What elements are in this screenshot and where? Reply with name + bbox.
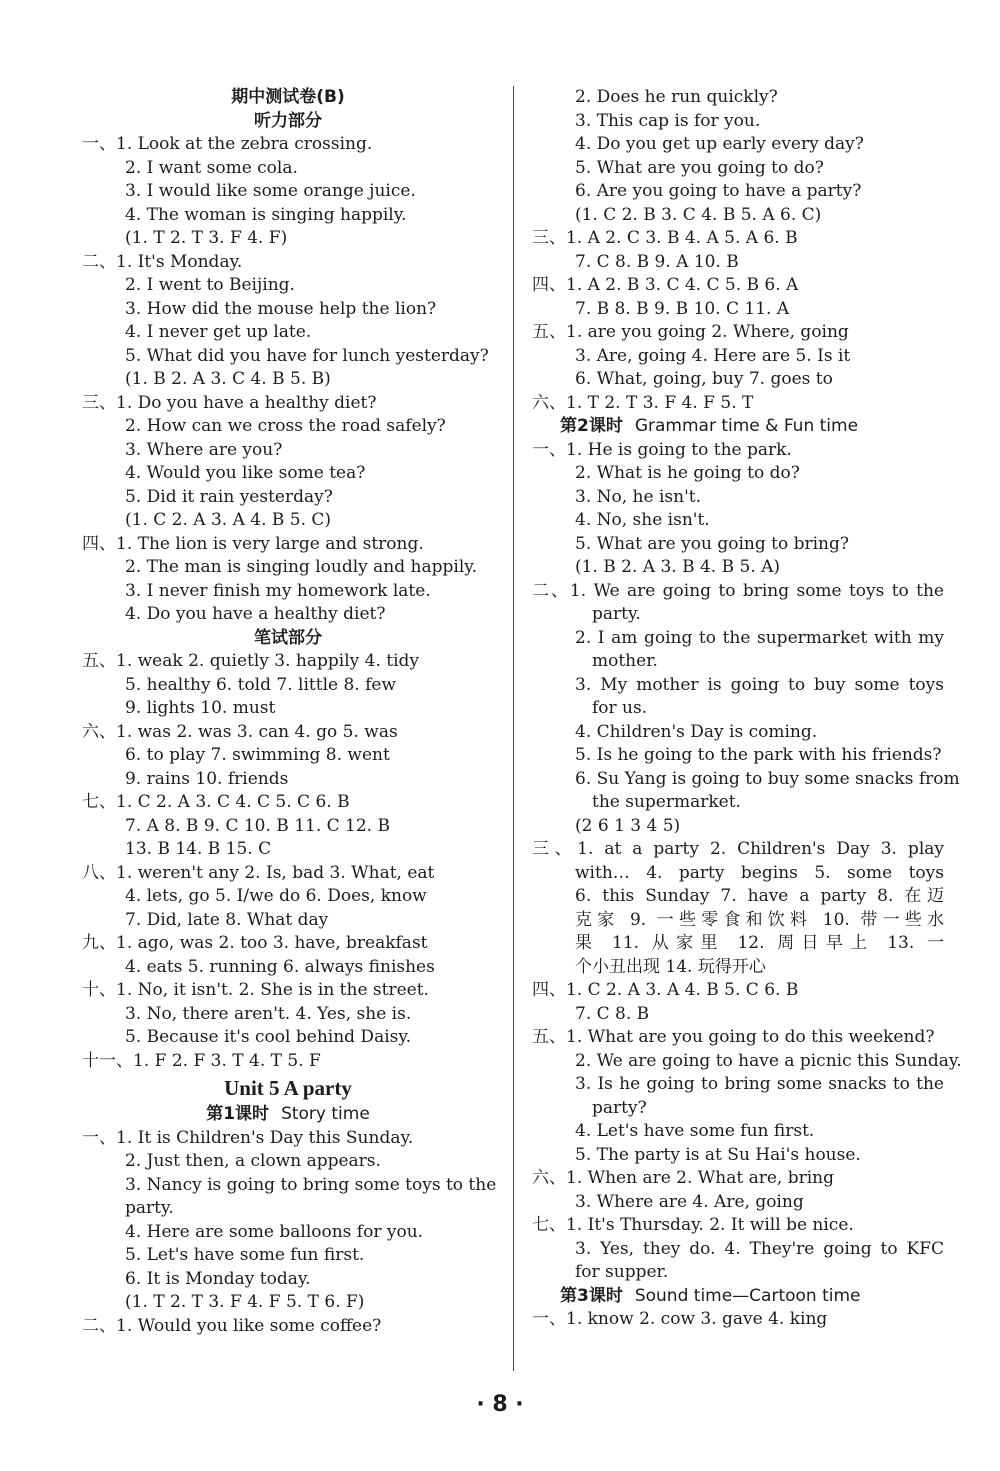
answer-line: 3. No, he isn't. — [575, 486, 701, 507]
answer-line: 9. lights 10. must — [125, 698, 276, 718]
answer-line: 5. healthy 6. told 7. little 8. few — [125, 674, 396, 695]
answer-line: 4. Do you get up early every day? — [575, 134, 864, 154]
answer-line: 六、1. was 2. was 3. can 4. go 5. was — [82, 721, 398, 742]
answer-line: 一、1. It is Children's Day this Sunday. — [82, 1127, 414, 1148]
answer-line: 7. B 8. B 9. B 10. C 11. A — [575, 298, 790, 319]
answer-line: 3. Where are 4. Are, going — [575, 1191, 804, 1212]
answer-line: 2. I am going to the supermarket with my — [575, 627, 944, 648]
answer-line: 五、1. are you going 2. Where, going — [532, 322, 849, 342]
answer-line: 4. Children's Day is coming. — [575, 721, 818, 742]
answer-line: 果 11. 从家里 12. 周日早上 13. 一 — [575, 933, 944, 953]
answer-line: 3. No, there aren't. 4. Yes, she is. — [125, 1003, 412, 1024]
answer-line: 3. My mother is going to buy some toys — [575, 674, 944, 695]
answer-line: 五、1. weak 2. quietly 3. happily 4. tidy — [82, 651, 420, 671]
answer-line: 5. What are you going to bring? — [575, 533, 849, 554]
answer-line: 6. this Sunday 7. have a party 8. 在迈 — [575, 886, 944, 906]
answer-line: 个小丑出现 14. 玩得开心 — [575, 956, 766, 977]
answer-line: 4. Do you have a healthy diet? — [125, 604, 386, 624]
answer-line: 2. We are going to have a picnic this Sunday. — [575, 1050, 962, 1071]
answer-line: 二、1. We are going to bring some toys to the — [532, 580, 944, 601]
answer-line: 二、1. It's Monday. — [82, 251, 243, 272]
column-divider — [513, 86, 514, 1371]
answer-line: 八、1. weren't any 2. Is, bad 3. What, eat — [82, 862, 435, 883]
lesson-number: 第1课时 — [206, 1104, 270, 1124]
answer-line: 5. Let's have some fun first. — [125, 1245, 365, 1265]
answer-key: (1. C 2. A 3. A 4. B 5. C) — [125, 510, 332, 530]
answer-key: (1. B 2. A 3. B 4. B 5. A) — [575, 557, 781, 577]
answer-line: 二、1. Would you like some coffee? — [82, 1315, 382, 1336]
answer-line: 2. Does he run quickly? — [575, 87, 778, 107]
answer-line: 4. The woman is singing happily. — [125, 204, 407, 225]
answer-line: for supper. — [575, 1262, 669, 1282]
answer-line: 2. What is he going to do? — [575, 463, 800, 483]
answer-line: 五、1. What are you going to do this weekend? — [532, 1027, 935, 1047]
lesson-heading — [532, 1285, 944, 1309]
answer-line: 4. Here are some balloons for you. — [125, 1221, 424, 1242]
answer-line: 5. Is he going to the park with his friends? — [575, 745, 942, 765]
exam-title: 期中测试卷(B) — [231, 87, 345, 107]
answer-line: 13. B 14. B 15. C — [125, 839, 272, 859]
answer-line: for us. — [592, 698, 648, 718]
answer-line: 4. No, she isn't. — [575, 510, 710, 530]
answer-key: (1. B 2. A 3. C 4. B 5. B) — [125, 369, 331, 389]
answer-line: 3. I never finish my homework late. — [125, 580, 431, 601]
answer-line: 十、1. No, it isn't. 2. She is in the street. — [82, 980, 429, 1000]
answer-line: 3. Are, going 4. Here are 5. Is it — [575, 345, 851, 366]
answer-line: 十一、1. F 2. F 3. T 4. T 5. F — [82, 1050, 321, 1071]
answer-line: 2. The man is singing loudly and happily. — [125, 557, 478, 577]
lesson-number: 第3课时 — [560, 1285, 623, 1306]
answer-line: 一、1. know 2. cow 3. gave 4. king — [532, 1309, 828, 1329]
lesson-name: Grammar time & Fun time — [634, 416, 859, 436]
answer-line: 七、1. It's Thursday. 2. It will be nice. — [532, 1215, 854, 1235]
answer-line: 四、1. A 2. B 3. C 4. C 5. B 6. A — [532, 275, 799, 295]
answer-line: the supermarket. — [592, 792, 741, 812]
answer-line: 7. Did, late 8. What day — [125, 909, 329, 930]
answer-line: party. — [592, 604, 641, 624]
answer-line: 6. It is Monday today. — [125, 1268, 311, 1289]
lesson-number: 第2课时 — [560, 416, 623, 436]
section-heading-listening: 听力部分 — [254, 110, 322, 131]
answer-line: 6. Are you going to have a party? — [575, 181, 862, 201]
answer-line: 6. to play 7. swimming 8. went — [125, 745, 390, 765]
answer-line: 7. C 8. B 9. A 10. B — [575, 251, 739, 272]
answer-line: 5. Did it rain yesterday? — [125, 486, 333, 507]
lesson-name: Story time — [281, 1104, 370, 1124]
answer-line: 三、1. at a party 2. Children's Day 3. play — [532, 839, 944, 859]
answer-line: 7. A 8. B 9. C 10. B 11. C 12. B — [125, 815, 390, 836]
answer-line: 4. I never get up late. — [125, 322, 312, 342]
answer-line: 5. What are you going to do? — [575, 157, 824, 178]
answer-line: 2. I want some cola. — [125, 157, 298, 178]
answer-line: 七、1. C 2. A 3. C 4. C 5. C 6. B — [82, 792, 350, 812]
answer-line: 九、1. ago, was 2. too 3. have, breakfast — [82, 933, 428, 953]
answer-line: 四、1. C 2. A 3. A 4. B 5. C 6. B — [532, 980, 799, 1000]
answer-line: 3. Where are you? — [125, 439, 283, 460]
answer-line: party? — [592, 1097, 647, 1118]
answer-line: 克家 9. 一些零食和饮料 10. 带一些水 — [575, 909, 944, 930]
answer-line: 3. How did the mouse help the lion? — [125, 298, 437, 319]
lesson-name: Sound time—Cartoon time — [634, 1285, 861, 1306]
answer-key: (2 6 1 3 4 5) — [575, 815, 681, 836]
answer-key: (1. C 2. B 3. C 4. B 5. A 6. C) — [575, 204, 822, 225]
page-number: · 8 · — [476, 1392, 524, 1417]
answer-line: 5. Because it's cool behind Daisy. — [125, 1027, 412, 1047]
answer-line: with… 4. party begins 5. some toys — [575, 862, 944, 883]
answer-line: mother. — [592, 651, 658, 671]
unit-title: Unit 5 A party — [224, 1076, 352, 1100]
answer-line: 3. Nancy is going to bring some toys to the — [125, 1174, 497, 1195]
answer-line: 3. I would like some orange juice. — [125, 181, 416, 201]
answer-line: 5. What did you have for lunch yesterday? — [125, 345, 489, 366]
answer-line: 3. Yes, they do. 4. They're going to KFC — [575, 1238, 944, 1259]
answer-line: 6. What, going, buy 7. goes to — [575, 369, 833, 389]
lesson-heading — [532, 415, 944, 439]
answer-key: (1. T 2. T 3. F 4. F 5. T 6. F) — [125, 1292, 365, 1312]
answer-line: 4. Would you like some tea? — [125, 463, 366, 483]
answer-line: 四、1. The lion is very large and strong. — [82, 533, 424, 554]
answer-line: 一、1. He is going to the park. — [532, 439, 792, 460]
section-heading-written: 笔试部分 — [254, 627, 322, 648]
answer-line: 六、1. T 2. T 3. F 4. F 5. T — [532, 392, 754, 413]
answer-line: 六、1. When are 2. What are, bring — [532, 1168, 835, 1188]
answer-line: 一、1. Look at the zebra crossing. — [82, 134, 373, 154]
answer-line: 2. How can we cross the road safely? — [125, 416, 446, 436]
answer-line: 4. eats 5. running 6. always finishes — [125, 956, 435, 977]
answer-line: 4. lets, go 5. I/we do 6. Does, know — [125, 886, 427, 906]
answer-line: 三、1. A 2. C 3. B 4. A 5. A 6. B — [532, 228, 798, 248]
right-column — [532, 86, 962, 1332]
answer-line: 4. Let's have some fun first. — [575, 1121, 815, 1141]
answer-line: 6. Su Yang is going to buy some snacks from — [575, 768, 960, 789]
answer-line: party. — [125, 1198, 174, 1218]
answer-line: 9. rains 10. friends — [125, 768, 289, 789]
answer-line: 2. I went to Beijing. — [125, 275, 295, 295]
lesson-heading — [82, 1103, 494, 1127]
answer-line: 三、1. Do you have a healthy diet? — [82, 392, 377, 413]
answer-line: 2. Just then, a clown appears. — [125, 1151, 381, 1171]
answer-line: 5. The party is at Su Hai's house. — [575, 1144, 861, 1165]
left-column — [82, 86, 497, 1338]
answer-line: 7. C 8. B — [575, 1003, 650, 1024]
answer-line: 3. Is he going to bring some snacks to the — [575, 1074, 944, 1094]
answer-line: 3. This cap is for you. — [575, 110, 761, 131]
answer-key: (1. T 2. T 3. F 4. F) — [125, 228, 288, 248]
